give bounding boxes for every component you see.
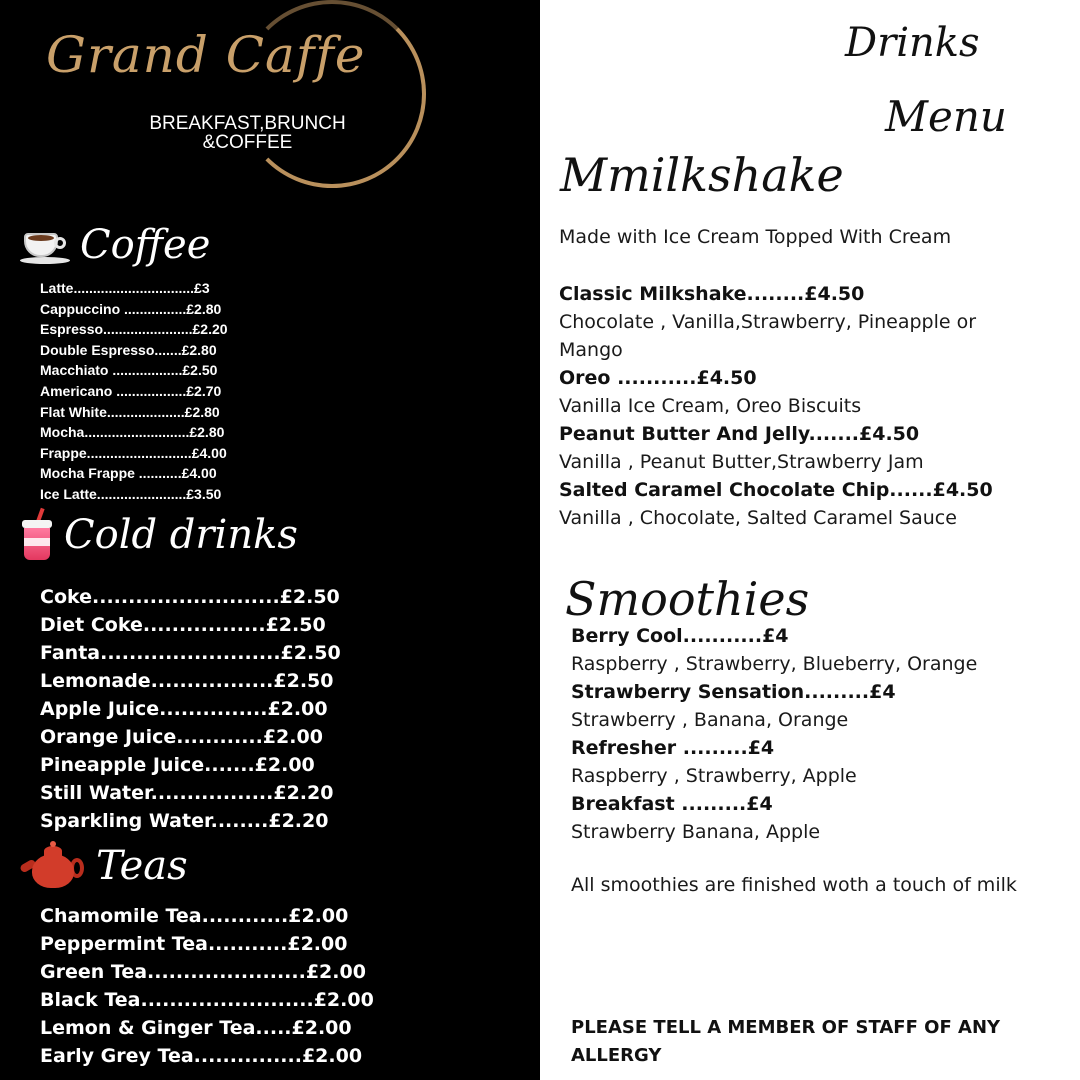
list-item: Orange Juice............£2.00 xyxy=(40,726,323,748)
item-name: Oreo ...........£4.50 xyxy=(559,367,757,389)
list-item: Macchiato ..................£2.50 xyxy=(40,362,218,379)
logo-subtitle-line1: BREAKFAST,BRUNCH xyxy=(149,113,346,134)
coffee-cup-icon xyxy=(20,225,70,265)
list-item: Green Tea......................£2.00 xyxy=(40,961,366,983)
teapot-icon xyxy=(20,840,86,892)
list-item xyxy=(559,280,1019,364)
list-item xyxy=(559,420,1019,476)
item-description: Vanilla , Chocolate, Salted Caramel Sauce xyxy=(559,507,957,529)
cold-drinks-heading xyxy=(20,508,298,562)
milkshake-list xyxy=(559,280,1019,532)
list-item: Mocha Frappe ...........£4.00 xyxy=(40,465,217,482)
list-item: Lemonade.................£2.50 xyxy=(40,670,334,692)
list-item: Sparkling Water........£2.20 xyxy=(40,810,329,832)
item-description: Raspberry , Strawberry, Apple xyxy=(571,765,857,787)
list-item: Lemon & Ginger Tea.....£2.00 xyxy=(40,1017,352,1039)
milkshake-intro: Made with Ice Cream Topped With Cream xyxy=(559,226,952,248)
list-item: Frappe...........................£4.00 xyxy=(40,444,227,461)
list-item: Flat White....................£2.80 xyxy=(40,403,220,420)
item-description: Strawberry , Banana, Orange xyxy=(571,709,849,731)
logo-subtitle xyxy=(140,114,355,152)
coffee-heading xyxy=(20,222,210,268)
list-item xyxy=(571,734,1031,790)
menu-title: Menu xyxy=(885,92,1007,141)
coffee-list xyxy=(40,278,228,505)
list-item: Latte...............................£3 xyxy=(40,280,210,296)
teas-list xyxy=(40,902,374,1070)
cold-drink-cup-icon xyxy=(20,508,54,562)
list-item xyxy=(559,476,1019,532)
drinks-title: Drinks xyxy=(845,20,980,66)
list-item: Double Espresso.......£2.80 xyxy=(40,341,217,358)
list-item xyxy=(571,622,1031,678)
item-name: Berry Cool...........£4 xyxy=(571,625,789,647)
list-item: Chamomile Tea............£2.00 xyxy=(40,905,349,927)
item-name: Classic Milkshake........£4.50 xyxy=(559,283,865,305)
item-description: Strawberry Banana, Apple xyxy=(571,821,821,843)
list-item: Americano ..................£2.70 xyxy=(40,382,222,399)
cold-drinks-heading-label: Cold drinks xyxy=(64,512,298,558)
smoothie-list xyxy=(571,622,1031,846)
list-item: Mocha...........................£2.80 xyxy=(40,424,225,441)
item-name: Salted Caramel Chocolate Chip......£4.50 xyxy=(559,479,993,501)
list-item: Peppermint Tea...........£2.00 xyxy=(40,933,348,955)
cold-drinks-list xyxy=(40,583,341,835)
coffee-heading-label: Coffee xyxy=(80,222,211,268)
list-item: Espresso.......................£2.20 xyxy=(40,321,228,338)
teas-heading xyxy=(20,840,188,892)
list-item: Fanta.........................£2.50 xyxy=(40,642,341,664)
item-description: Raspberry , Strawberry, Blueberry, Orange xyxy=(571,653,978,675)
list-item: Still Water.................£2.20 xyxy=(40,782,334,804)
list-item: Apple Juice...............£2.00 xyxy=(40,698,328,720)
item-name: Strawberry Sensation.........£4 xyxy=(571,681,896,703)
list-item xyxy=(559,364,1019,420)
list-item: Coke..........................£2.50 xyxy=(40,586,340,608)
item-name: Peanut Butter And Jelly.......£4.50 xyxy=(559,423,920,445)
right-menu-panel xyxy=(540,0,1080,1080)
smoothie-note: All smoothies are finished woth a touch of milk xyxy=(571,874,1017,896)
item-name: Breakfast .........£4 xyxy=(571,793,773,815)
list-item: Diet Coke.................£2.50 xyxy=(40,614,326,636)
list-item: Ice Latte.......................£3.50 xyxy=(40,485,222,502)
list-item: Black Tea........................£2.00 xyxy=(40,989,374,1011)
item-description: Vanilla , Peanut Butter,Strawberry Jam xyxy=(559,451,924,473)
item-description: Chocolate , Vanilla,Strawberry, Pineapple or Mango xyxy=(559,311,977,361)
allergy-notice: PLEASE TELL A MEMBER OF STAFF OF ANY ALLERGY xyxy=(571,1017,1001,1066)
list-item: Early Grey Tea...............£2.00 xyxy=(40,1045,363,1067)
item-name: Refresher .........£4 xyxy=(571,737,775,759)
list-item: Cappuccino ................£2.80 xyxy=(40,300,222,317)
milkshake-heading: Mmilkshake xyxy=(560,148,844,202)
logo-subtitle-line2: &COFFEE xyxy=(202,132,293,153)
logo-title: Grand Caffe xyxy=(46,26,366,84)
list-item xyxy=(571,678,1031,734)
smoothies-heading: Smoothies xyxy=(565,572,810,626)
list-item: Pineapple Juice.......£2.00 xyxy=(40,754,315,776)
list-item xyxy=(571,790,1031,846)
item-description: Vanilla Ice Cream, Oreo Biscuits xyxy=(559,395,862,417)
teas-heading-label: Teas xyxy=(96,843,188,889)
